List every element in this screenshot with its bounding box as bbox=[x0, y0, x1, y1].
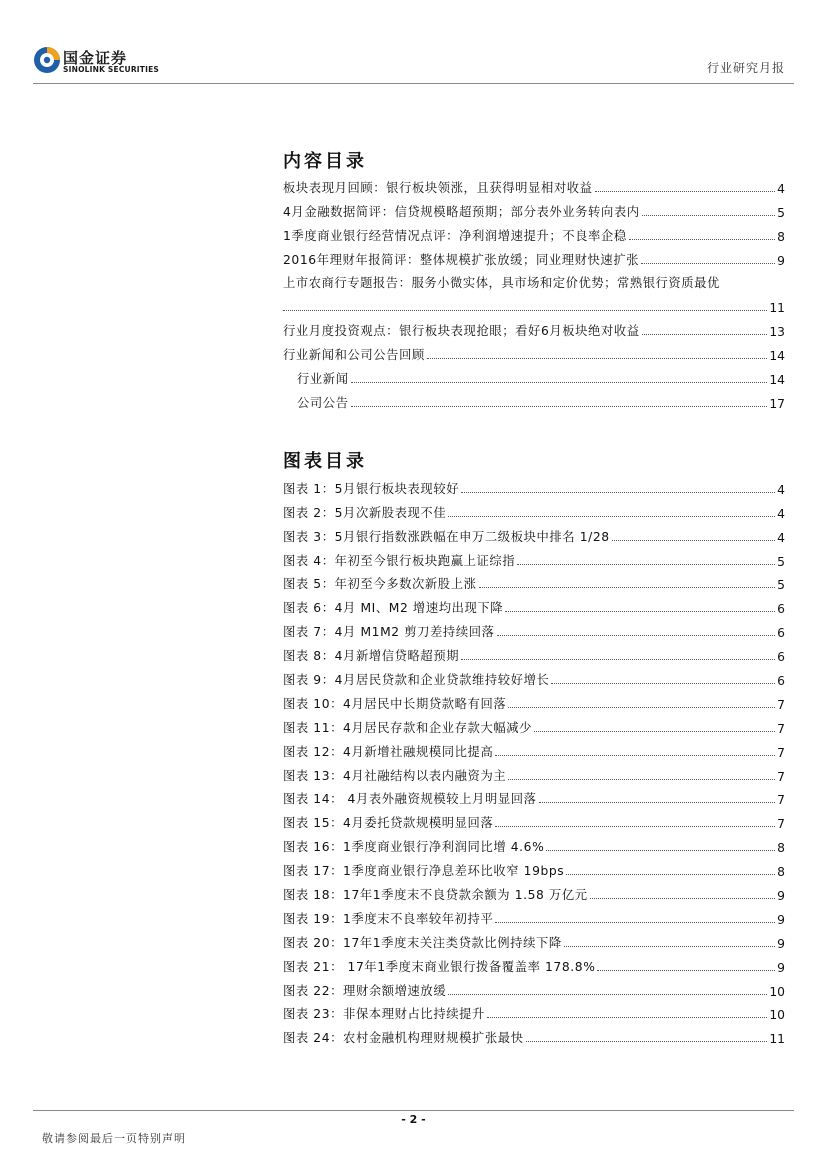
figure-entry-text: 图表 3：5月银行指数涨跌幅在申万二级板块中排名 1/28 bbox=[283, 529, 610, 544]
leader-dots bbox=[283, 310, 767, 311]
footer-divider bbox=[33, 1110, 794, 1111]
figure-entry[interactable] bbox=[283, 1022, 785, 1046]
figure-entry[interactable] bbox=[283, 592, 785, 616]
figure-entry[interactable] bbox=[283, 688, 785, 712]
leader-dots bbox=[546, 850, 775, 851]
figure-entry-page: 7 bbox=[777, 769, 785, 784]
figure-entry[interactable] bbox=[283, 497, 785, 521]
figure-entry-text: 图表 1：5月银行板块表现较好 bbox=[283, 481, 460, 496]
leader-dots bbox=[351, 382, 768, 383]
leader-dots bbox=[497, 635, 776, 636]
figure-entry-page: 4 bbox=[777, 482, 785, 497]
leader-dots bbox=[448, 994, 767, 995]
toc-entry-text: 公司公告 bbox=[297, 395, 349, 410]
figure-entry[interactable] bbox=[283, 975, 785, 999]
sinolink-logo-icon bbox=[33, 46, 61, 74]
figure-entry[interactable] bbox=[283, 521, 785, 545]
toc-entry[interactable] bbox=[283, 339, 785, 363]
toc-entry-page: 14 bbox=[769, 349, 785, 364]
figure-entry-text: 图表 11：4月居民存款和企业存款大幅减少 bbox=[283, 720, 533, 735]
toc-subentry[interactable] bbox=[283, 387, 785, 411]
leader-dots bbox=[461, 492, 775, 493]
toc-entry[interactable] bbox=[283, 244, 785, 268]
contents-list bbox=[283, 172, 785, 411]
leader-dots bbox=[642, 334, 768, 335]
figure-entry-text: 图表 12：4月新增社融规模同比提高 bbox=[283, 744, 494, 759]
figure-entry-page: 8 bbox=[777, 841, 785, 856]
figure-entry-page: 8 bbox=[777, 865, 785, 880]
figure-entry[interactable] bbox=[283, 545, 785, 569]
toc-entry-page: 13 bbox=[769, 325, 785, 340]
figure-entry[interactable] bbox=[283, 879, 785, 903]
leader-dots bbox=[505, 611, 775, 612]
leader-dots bbox=[597, 970, 775, 971]
figure-entry-page: 5 bbox=[777, 578, 785, 593]
figure-entry-text: 图表 16：1季度商业银行净利润同比增 4.6% bbox=[283, 840, 545, 855]
figure-entry-text: 图表 19：1季度末不良率较年初持平 bbox=[283, 911, 494, 926]
toc-entry-text: 板块表现月回顾：银行板块领涨，且获得明显相对收益 bbox=[283, 180, 593, 195]
figure-entry[interactable] bbox=[283, 736, 785, 760]
figure-entry-text: 图表 18：17年1季度末不良贷款余额为 1.58 万亿元 bbox=[283, 888, 588, 903]
figure-entry-text: 图表 6：4月 MI、M2 增速均出现下降 bbox=[283, 601, 504, 616]
toc-entry-text: 行业月度投资观点：银行板块表现抢眼；看好6月板块绝对收益 bbox=[283, 324, 640, 339]
figure-entry[interactable] bbox=[283, 760, 785, 784]
toc-entry[interactable] bbox=[283, 196, 785, 220]
leader-dots bbox=[564, 946, 775, 947]
figure-entry-text: 图表 14： 4月表外融资规模较上月明显回落 bbox=[283, 792, 537, 807]
figure-entry-page: 6 bbox=[777, 674, 785, 689]
leader-dots bbox=[351, 406, 768, 407]
page-header bbox=[0, 0, 827, 84]
toc-entry-text: 行业新闻 bbox=[297, 372, 349, 387]
disclaimer-note: 敬请参阅最后一页特别声明 bbox=[42, 1132, 186, 1145]
figure-entry-text: 图表 4：年初至今银行板块跑赢上证综指 bbox=[283, 553, 516, 568]
figure-entry-text: 图表 24：农村金融机构理财规模扩张最快 bbox=[283, 1031, 524, 1046]
leader-dots bbox=[629, 239, 775, 240]
figure-entry[interactable] bbox=[283, 999, 785, 1023]
figure-entry[interactable] bbox=[283, 927, 785, 951]
figure-entry-page: 9 bbox=[777, 936, 785, 951]
leader-dots bbox=[495, 826, 775, 827]
toc-entry-page: 8 bbox=[777, 229, 785, 244]
toc-entry[interactable] bbox=[283, 315, 785, 339]
leader-dots bbox=[566, 874, 775, 875]
leader-dots bbox=[495, 755, 775, 756]
figure-entry[interactable] bbox=[283, 473, 785, 497]
leader-dots bbox=[495, 922, 775, 923]
figure-entry-page: 9 bbox=[777, 960, 785, 975]
leader-dots bbox=[517, 564, 775, 565]
figures-list bbox=[283, 473, 785, 1046]
toc-entry-text: 1季度商业银行经营情况点评：净利润增速提升；不良率企稳 bbox=[283, 228, 627, 243]
toc-entry-page: 11 bbox=[769, 301, 785, 316]
toc-entry-page: 5 bbox=[777, 205, 785, 220]
figure-entry-page: 4 bbox=[777, 530, 785, 545]
toc-entry-page: 17 bbox=[769, 396, 785, 411]
toc-entry-text: 2016年理财年报简评：整体规模扩张放缓；同业理财快速扩张 bbox=[283, 252, 640, 267]
figure-entry-page: 7 bbox=[777, 721, 785, 736]
figure-entry-text: 图表 10：4月居民中长期贷款略有回落 bbox=[283, 696, 507, 711]
figures-title: 图表目录 bbox=[283, 451, 367, 472]
toc-subentry[interactable] bbox=[283, 363, 785, 387]
contents-title: 内容目录 bbox=[283, 151, 367, 172]
leader-dots bbox=[448, 516, 775, 517]
figure-entry-text: 图表 2：5月次新股表现不佳 bbox=[283, 505, 447, 520]
toc-entry-text: 上市农商行专题报告：服务小微实体，具市场和定价优势；常熟银行资质最优 bbox=[283, 276, 720, 291]
figure-entry-text: 图表 17：1季度商业银行净息差环比收窄 19bps bbox=[283, 864, 565, 879]
figure-entry[interactable] bbox=[283, 855, 785, 879]
leader-dots bbox=[508, 707, 775, 708]
leader-dots bbox=[642, 215, 776, 216]
figure-entry[interactable] bbox=[283, 616, 785, 640]
leader-dots bbox=[539, 802, 776, 803]
figure-entry[interactable] bbox=[283, 951, 785, 975]
figure-entry-page: 6 bbox=[777, 626, 785, 641]
figure-entry-text: 图表 20：17年1季度末关注类贷款比例持续下降 bbox=[283, 935, 562, 950]
leader-dots bbox=[534, 731, 775, 732]
figure-entry[interactable] bbox=[283, 903, 785, 927]
figure-entry[interactable] bbox=[283, 784, 785, 808]
figure-entry-text: 图表 7：4月 M1M2 剪刀差持续回落 bbox=[283, 625, 495, 640]
header-divider bbox=[33, 83, 794, 84]
leader-dots bbox=[612, 540, 775, 541]
figure-entry-page: 5 bbox=[777, 554, 785, 569]
toc-entry[interactable] bbox=[283, 172, 785, 196]
page-number: - 2 - bbox=[401, 1113, 426, 1126]
figure-entry-page: 10 bbox=[769, 1008, 785, 1023]
company-logo bbox=[33, 46, 160, 78]
report-type-label: 行业研究月报 bbox=[706, 61, 785, 75]
figure-entry-page: 7 bbox=[777, 817, 785, 832]
toc-entry-page: 14 bbox=[769, 373, 785, 388]
toc-entry-text: 4月金融数据简评：信贷规模略超预期；部分表外业务转向表内 bbox=[283, 204, 640, 219]
figure-entry[interactable] bbox=[283, 640, 785, 664]
figure-entry-page: 11 bbox=[769, 1032, 785, 1047]
leader-dots bbox=[590, 898, 775, 899]
figure-entry[interactable] bbox=[283, 664, 785, 688]
figure-entry-text: 图表 23：非保本理财占比持续提升 bbox=[283, 1007, 485, 1022]
figure-entry-page: 6 bbox=[777, 650, 785, 665]
leader-dots bbox=[427, 358, 767, 359]
figure-entry-page: 4 bbox=[777, 506, 785, 521]
figure-entry[interactable] bbox=[283, 807, 785, 831]
leader-dots bbox=[461, 659, 775, 660]
toc-entry-continuation[interactable] bbox=[283, 291, 785, 315]
figure-entry-page: 10 bbox=[769, 984, 785, 999]
logo-chinese-name: 国金证券 bbox=[63, 49, 128, 67]
figure-entry-text: 图表 15：4月委托贷款规模明显回落 bbox=[283, 816, 494, 831]
leader-dots bbox=[479, 587, 776, 588]
leader-dots bbox=[551, 683, 775, 684]
figure-entry-text: 图表 5：年初至今多数次新股上涨 bbox=[283, 577, 477, 592]
leader-dots bbox=[526, 1041, 768, 1042]
toc-entry-page: 9 bbox=[777, 253, 785, 268]
toc-entry[interactable] bbox=[283, 220, 785, 244]
figure-entry-text: 图表 8：4月新增信贷略超预期 bbox=[283, 649, 460, 664]
leader-dots bbox=[487, 1017, 767, 1018]
figure-entry-page: 9 bbox=[777, 912, 785, 927]
figure-entry[interactable] bbox=[283, 712, 785, 736]
figure-entry[interactable] bbox=[283, 831, 785, 855]
figure-entry-text: 图表 13：4月社融结构以表内融资为主 bbox=[283, 768, 507, 783]
leader-dots bbox=[508, 779, 775, 780]
figure-entry[interactable] bbox=[283, 569, 785, 593]
leader-dots bbox=[595, 191, 776, 192]
logo-english-name: SINOLINK SECURITIES bbox=[63, 65, 160, 74]
figure-entry-page: 7 bbox=[777, 697, 785, 712]
leader-dots bbox=[641, 263, 775, 264]
toc-entry-text: 行业新闻和公司公告回顾 bbox=[283, 348, 425, 363]
figure-entry-text: 图表 9：4月居民贷款和企业贷款维持较好增长 bbox=[283, 673, 550, 688]
figure-entry-page: 6 bbox=[777, 602, 785, 617]
figure-entry-page: 7 bbox=[777, 745, 785, 760]
toc-entry-page: 4 bbox=[777, 181, 785, 196]
toc-entry[interactable] bbox=[283, 268, 785, 292]
figure-entry-text: 图表 22：理财余额增速放缓 bbox=[283, 983, 447, 998]
figure-entry-text: 图表 21： 17年1季度末商业银行拨备覆盖率 178.8% bbox=[283, 959, 596, 974]
figure-entry-page: 7 bbox=[777, 793, 785, 808]
figure-entry-page: 9 bbox=[777, 889, 785, 904]
